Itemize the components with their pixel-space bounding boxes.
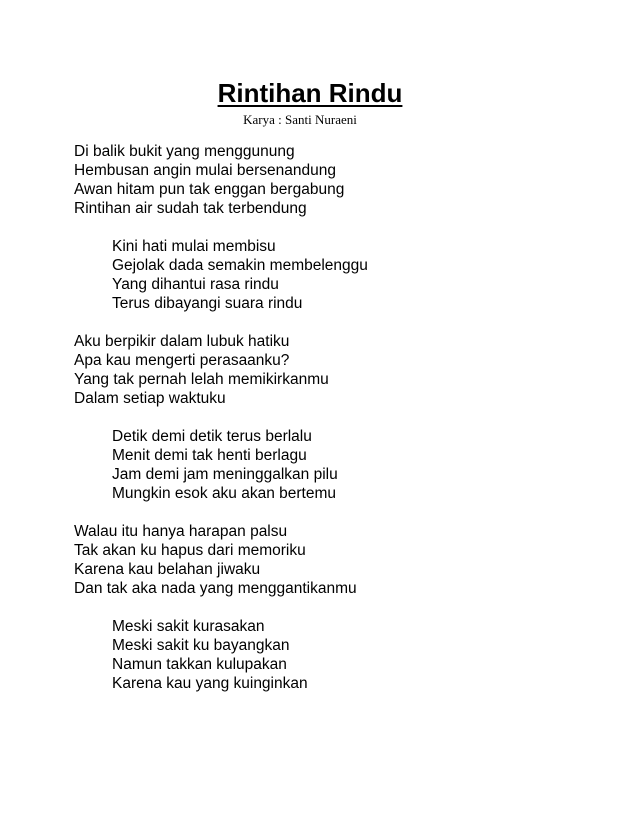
poem-line: Yang tak pernah lelah memikirkanmu	[74, 371, 329, 388]
poem-line: Yang dihantui rasa rindu	[112, 276, 279, 293]
poem-line: Apa kau mengerti perasaanku?	[74, 352, 290, 369]
poem-line: Jam demi jam meninggalkan pilu	[112, 466, 338, 483]
stanza	[74, 522, 614, 598]
poem-line: Detik demi detik terus berlalu	[112, 428, 312, 445]
stanza	[74, 427, 614, 503]
stanza	[74, 142, 614, 218]
poem-body	[74, 142, 614, 712]
poem-line: Terus dibayangi suara rindu	[112, 295, 303, 312]
poem-line: Aku berpikir dalam lubuk hatiku	[74, 333, 290, 350]
poem-line: Mungkin esok aku akan bertemu	[112, 485, 337, 502]
poem-line: Dan tak aka nada yang menggantikanmu	[74, 580, 357, 597]
poem-title: Rintihan Rindu	[217, 78, 403, 108]
poem-line: Di balik bukit yang menggunung	[74, 143, 295, 160]
poem-line: Kini hati mulai membisu	[112, 238, 276, 255]
poem-line: Dalam setiap waktuku	[74, 390, 226, 407]
poem-line: Hembusan angin mulai bersenandung	[74, 162, 336, 179]
poem-line: Tak akan ku hapus dari memoriku	[74, 542, 306, 559]
poem-line: Menit demi tak henti berlagu	[112, 447, 307, 464]
stanza	[74, 617, 614, 693]
stanza	[74, 237, 614, 313]
poem-line: Karena kau belahan jiwaku	[74, 561, 261, 578]
author-line: Karya : Santi Nuraeni	[243, 112, 357, 127]
poem-line: Meski sakit kurasakan	[112, 618, 265, 635]
poem-line: Rintihan air sudah tak terbendung	[74, 200, 307, 217]
poem-line: Namun takkan kulupakan	[112, 656, 287, 673]
poem-line: Awan hitam pun tak enggan bergabung	[74, 181, 345, 198]
poem-line: Meski sakit ku bayangkan	[112, 637, 290, 654]
poem-line: Karena kau yang kuinginkan	[112, 675, 308, 692]
poem-line: Gejolak dada semakin membelenggu	[112, 257, 368, 274]
poem-line: Walau itu hanya harapan palsu	[74, 523, 288, 540]
stanza	[74, 332, 614, 408]
